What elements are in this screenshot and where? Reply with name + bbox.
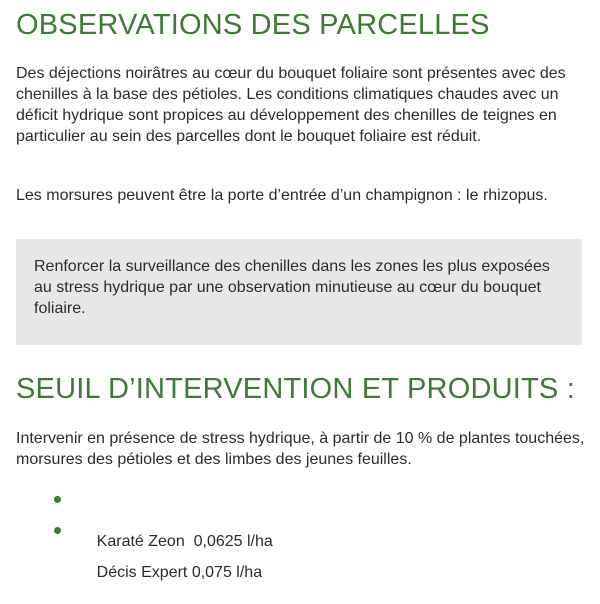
bullet-dot-icon xyxy=(54,496,61,503)
product-label: Décis Expert 0,075 l/ha xyxy=(96,564,263,581)
bullet-dot-icon xyxy=(54,527,61,534)
product-item xyxy=(52,489,273,550)
observations-heading: OBSERVATIONS DES PARCELLES xyxy=(16,9,490,41)
product-list xyxy=(52,489,273,581)
seuil-paragraph: Intervenir en présence de stress hydrique, à partir de 10 % de plantes touchées, morsures des pétioles et des limbes des jeunes feuilles. xyxy=(16,430,585,468)
observations-paragraph-1: Des déjections noirâtres au cœur du bouquet foliaire sont présentes avec des chenilles à la base des pétioles. Les conditions climatiques chaudes avec un déficit hydrique sont propices au développement des chenilles de teignes en particulier au sein des parcelles dont le bouquet foliaire est réduit. xyxy=(16,65,566,145)
observations-paragraph-2: Les morsures peuvent être la porte d’entrée d’un champignon : le rhizopus. xyxy=(16,187,548,204)
seuil-heading: SEUIL D’INTERVENTION ET PRODUITS : xyxy=(16,373,575,405)
product-label: Karaté Zeon 0,0625 l/ha xyxy=(96,533,273,550)
recommendation-callout-text: Renforcer la surveillance des chenilles dans les zones les plus exposées au stress hydrique par une observation minutieuse au cœur du bouquet foliaire. xyxy=(34,258,550,317)
recommendation-callout xyxy=(16,239,582,345)
